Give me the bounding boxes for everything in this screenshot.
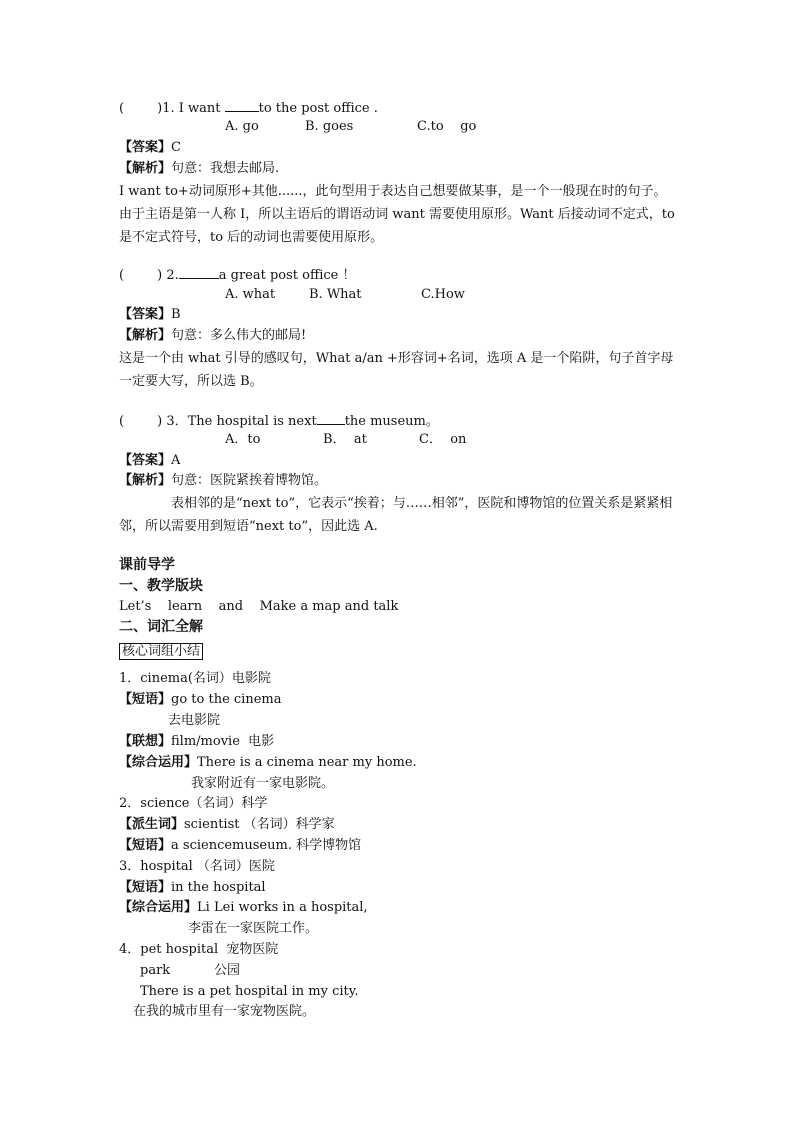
question-1-analysis-title: 【解析】句意：我想去邮局. (119, 161, 280, 176)
vocab-1-phrase: 【短语】go to the cinema (119, 692, 282, 707)
question-2-options: A. what B. What C.How (225, 287, 465, 302)
question-3-analysis-body: 表相邻的是“next to”，它表示“挨着；与……相邻”，医院和博物馆的位置关系是紧紧相邻，所以需要用到短语“next to”，因此选 A. (119, 496, 673, 534)
vocab-3-title: 3．hospital （名词）医院 (119, 859, 275, 874)
vocab-4-park: park 公园 (140, 963, 241, 978)
question-2-analysis-title: 【解析】句意：多么伟大的邮局! (119, 328, 307, 343)
answer-paren: ( ) (119, 268, 163, 283)
answer-paren: ( ) (119, 414, 163, 429)
answer-blank (179, 264, 219, 279)
vocab-3-usage: 【综合运用】Li Lei works in a hospital, (119, 900, 368, 915)
vocab-1-phrase-cn: 去电影院 (168, 713, 221, 728)
question-1-options: A. go B. goes C.to go (225, 119, 477, 134)
answer-paren: ( ) (119, 101, 163, 116)
question-1-analysis-body: I want to+动词原形+其他......，此句型用于表达自己想要做某事，是一个一般现在时的句子。由于主语是第一人称 I，所以主语后的谓语动词 want 需要使用原形。Want 后接动词不定式，to 是不定式符号，to 后的动词也需要使用原形。 (119, 184, 675, 245)
section-heading-teaching-block: 一、教学版块 (119, 578, 203, 594)
question-2: ( ) 2. a great post office ！ (119, 264, 355, 286)
question-3: ( ) 3．The hospital is next the museum。 (119, 410, 439, 432)
vocab-1-usage: 【综合运用】There is a cinema near my home. (119, 755, 417, 770)
vocab-2-derivative: 【派生词】scientist （名词）科学家 (119, 817, 335, 832)
question-2-analysis-body: 这是一个由 what 引导的感叹句，What a/an +形容词+名词，选项 A 是一个陷阱，句子首字母一定要大写，所以选 B。 (119, 351, 674, 389)
question-2-answer: 【答案】B (119, 307, 181, 322)
vocab-3-phrase: 【短语】in the hospital (119, 880, 266, 895)
vocab-1-association: 【联想】film/movie 电影 (119, 734, 275, 749)
question-1: ( )1. I want to the post office . (119, 97, 378, 119)
vocab-2-title: 2．science（名词）科学 (119, 796, 268, 811)
section-heading-vocabulary: 二、词汇全解 (119, 619, 203, 635)
vocab-4-example: There is a pet hospital in my city. (140, 984, 359, 999)
vocab-2-phrase: 【短语】a sciencemuseum. 科学博物馆 (119, 838, 362, 853)
question-3-options: A．to B． at C． on (225, 432, 467, 447)
core-phrases-title: 核心词组小结 (119, 642, 203, 662)
question-3-analysis-title: 【解析】句意：医院紧挨着博物馆。 (119, 473, 328, 488)
vocab-4-title: 4．pet hospital 宠物医院 (119, 942, 279, 957)
answer-blank (225, 97, 259, 112)
vocab-1-title: 1．cinema(名词）电影院 (119, 671, 271, 686)
question-1-answer: 【答案】C (119, 140, 181, 155)
vocab-1-usage-cn: 我家附近有一家电影院。 (191, 776, 335, 791)
vocab-3-usage-cn: 李雷在一家医院工作。 (188, 921, 319, 936)
section-heading-preview: 课前导学 (119, 557, 175, 573)
teaching-block-line: Let’s learn and Make a map and talk (119, 599, 399, 614)
answer-blank (317, 410, 345, 425)
question-3-answer: 【答案】A (119, 453, 181, 468)
vocab-4-example-cn: 在我的城市里有一家宠物医院。 (133, 1004, 316, 1019)
